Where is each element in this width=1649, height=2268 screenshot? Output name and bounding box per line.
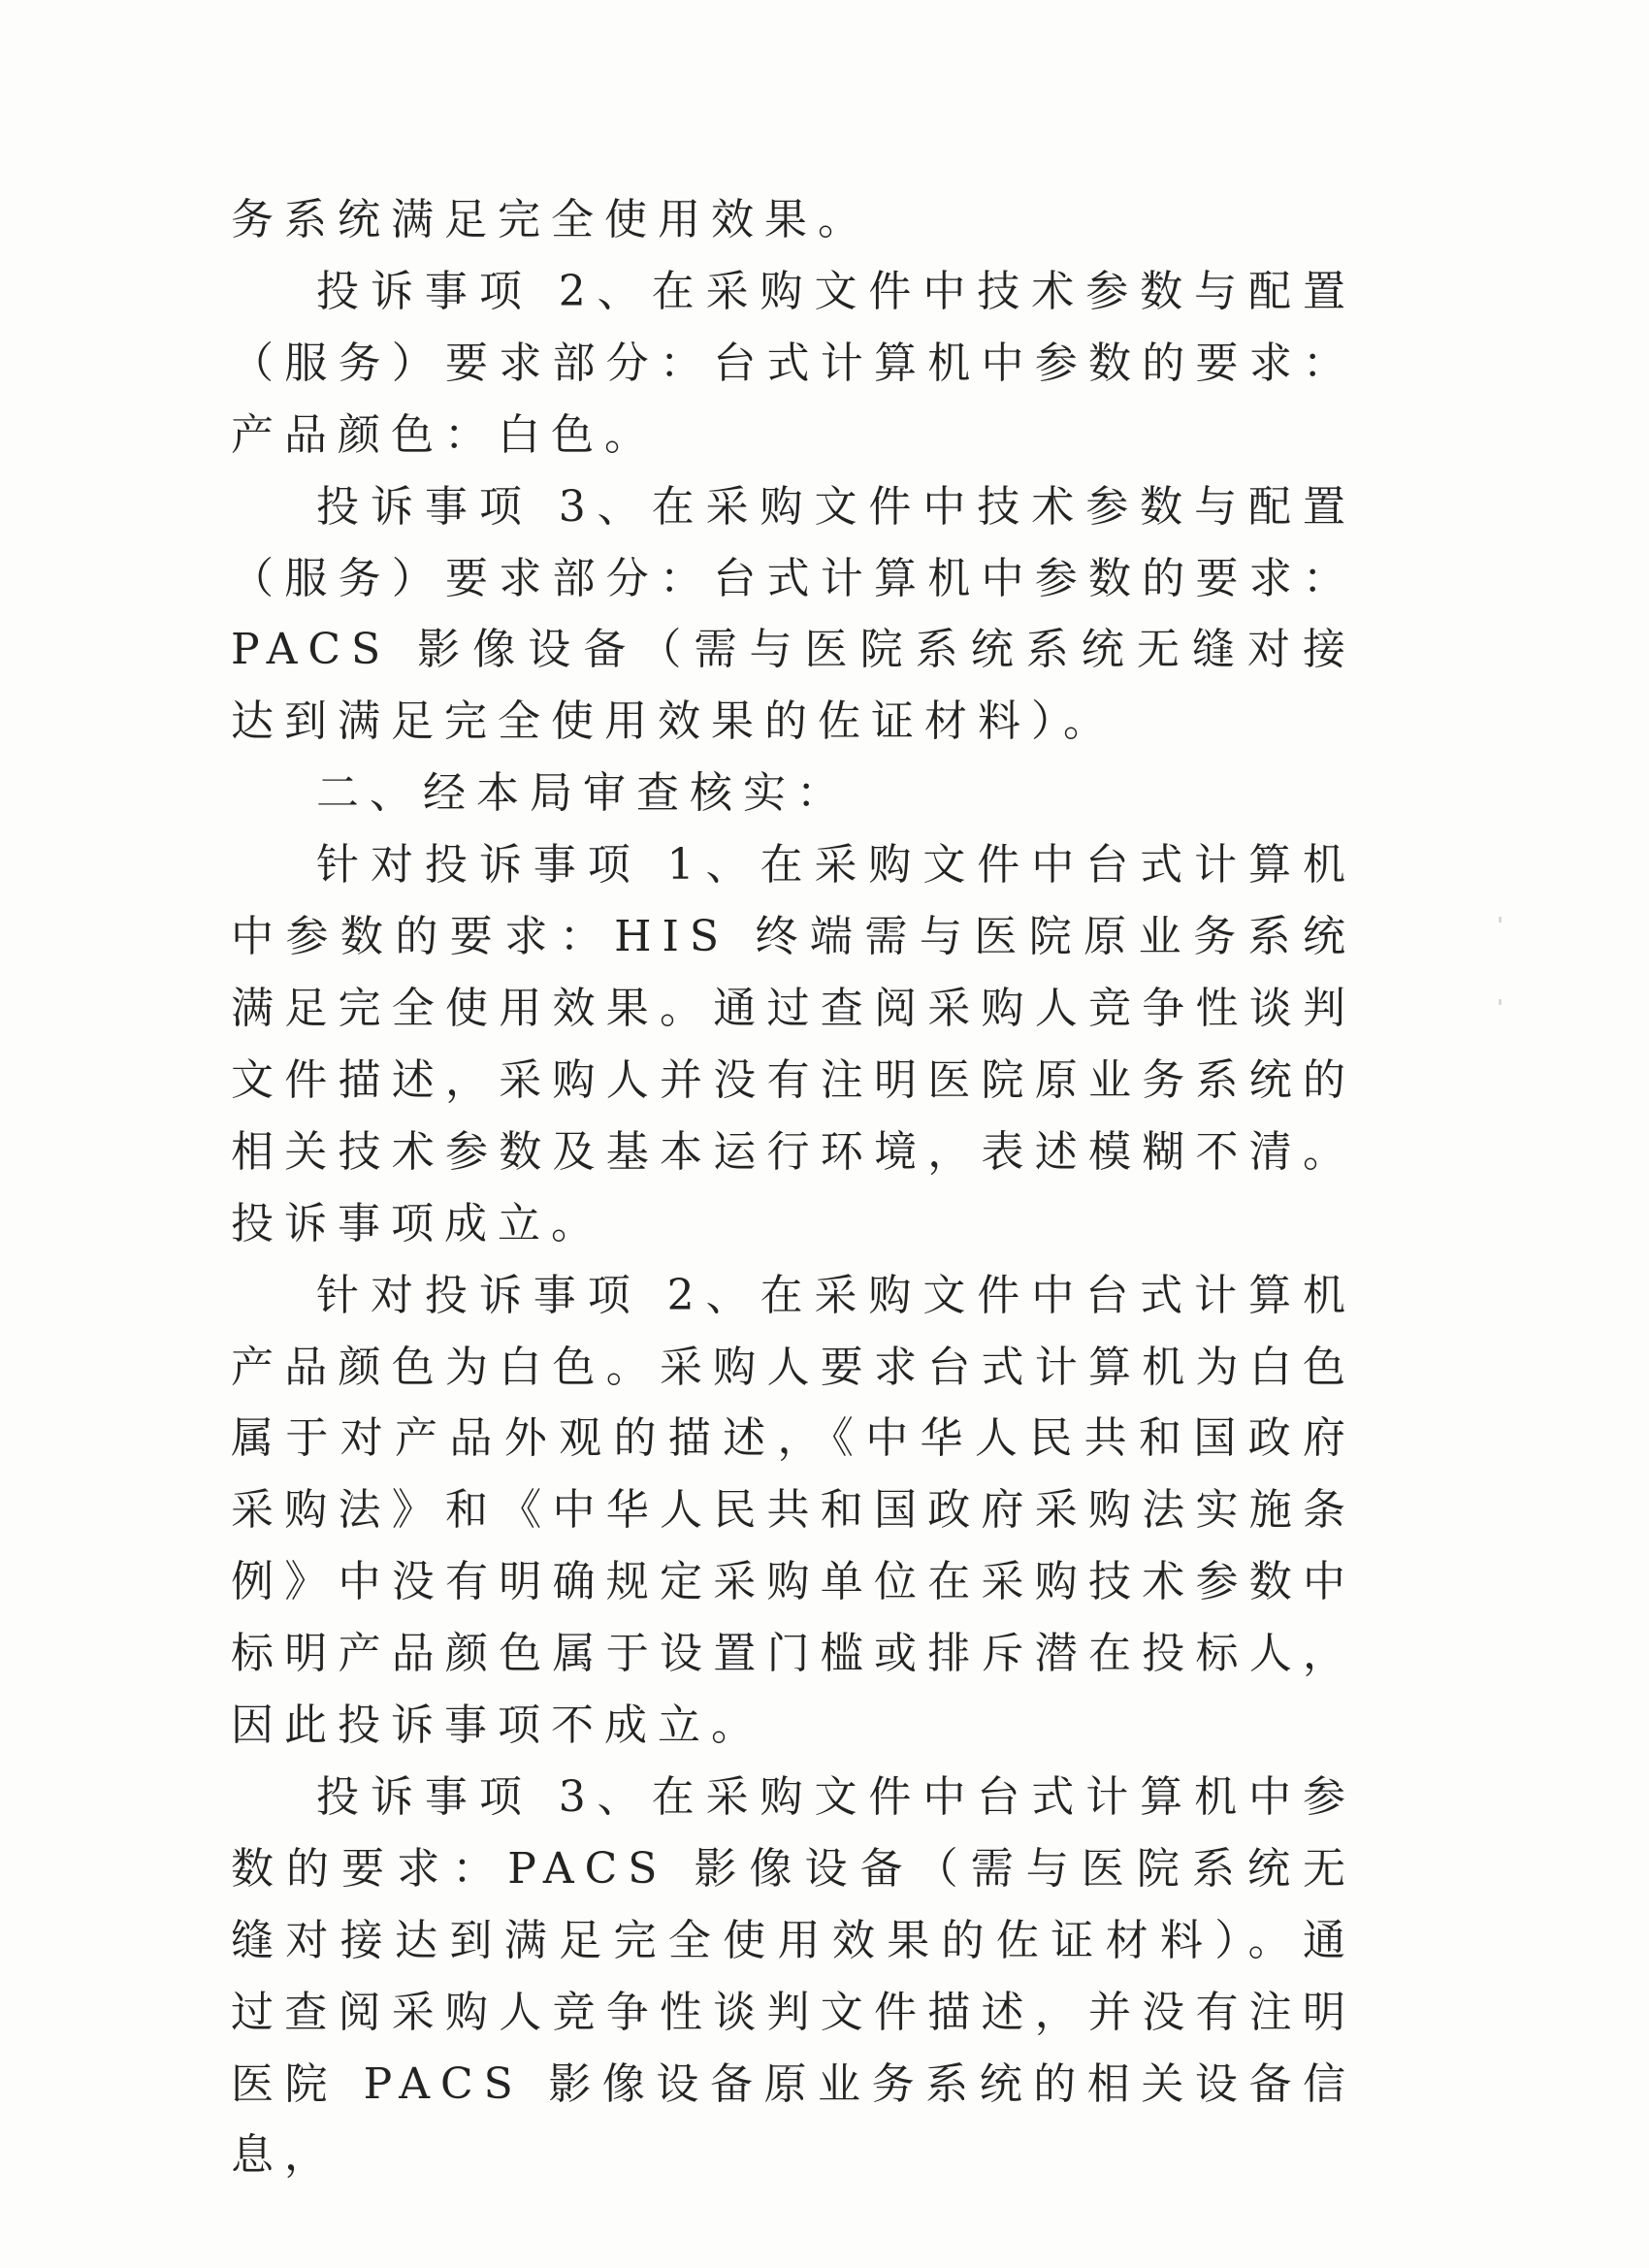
paragraph-continuation: 务系统满足完全使用效果。	[231, 195, 871, 244]
section-heading-review: 二、经本局审查核实：	[316, 768, 850, 819]
paragraph-complaint-3: 投诉事项 3、在采购文件中技术参数与配置（服务）要求部分：台式计算机中参数的要求：PACS 影像设备（需与医院系统系统无缝对接达到满足完全使用效果的佐证材料）。	[231, 481, 1356, 747]
paragraph-complaint-2: 投诉事项 2、在采购文件中技术参数与配置（服务）要求部分：台式计算机中参数的要求：产品颜色：白色。	[231, 266, 1356, 460]
scan-speck	[1499, 917, 1502, 923]
scan-speck	[1499, 999, 1502, 1005]
paragraph-finding-1: 针对投诉事项 1、在采购文件中台式计算机中参数的要求：HIS 终端需与医院原业务系统满足完全使用效果。通过查阅采购人竞争性谈判文件描述，采购人并没有注明医院原业务系统的相关技术参数及基本运行环境，表述模糊不清。投诉事项成立。	[231, 840, 1356, 1248]
paragraph-finding-2: 针对投诉事项 2、在采购文件中台式计算机产品颜色为白色。采购人要求台式计算机为白色属于对产品外观的描述，《中华人民共和国政府采购法》和《中华人民共和国政府采购法实施条例》中没有明确规定采购单位在采购技术参数中标明产品颜色属于设置门槛或排斥潜在投标人，因此投诉事项不成立。	[231, 1270, 1356, 1751]
document-body	[231, 184, 1356, 2191]
paragraph-finding-3: 投诉事项 3、在采购文件中台式计算机中参数的要求：PACS 影像设备（需与医院系统无缝对接达到满足完全使用效果的佐证材料）。通过查阅采购人竞争性谈判文件描述，并没有注明医院 PACS 影像设备原业务系统的相关设备信息，	[231, 1771, 1356, 2181]
